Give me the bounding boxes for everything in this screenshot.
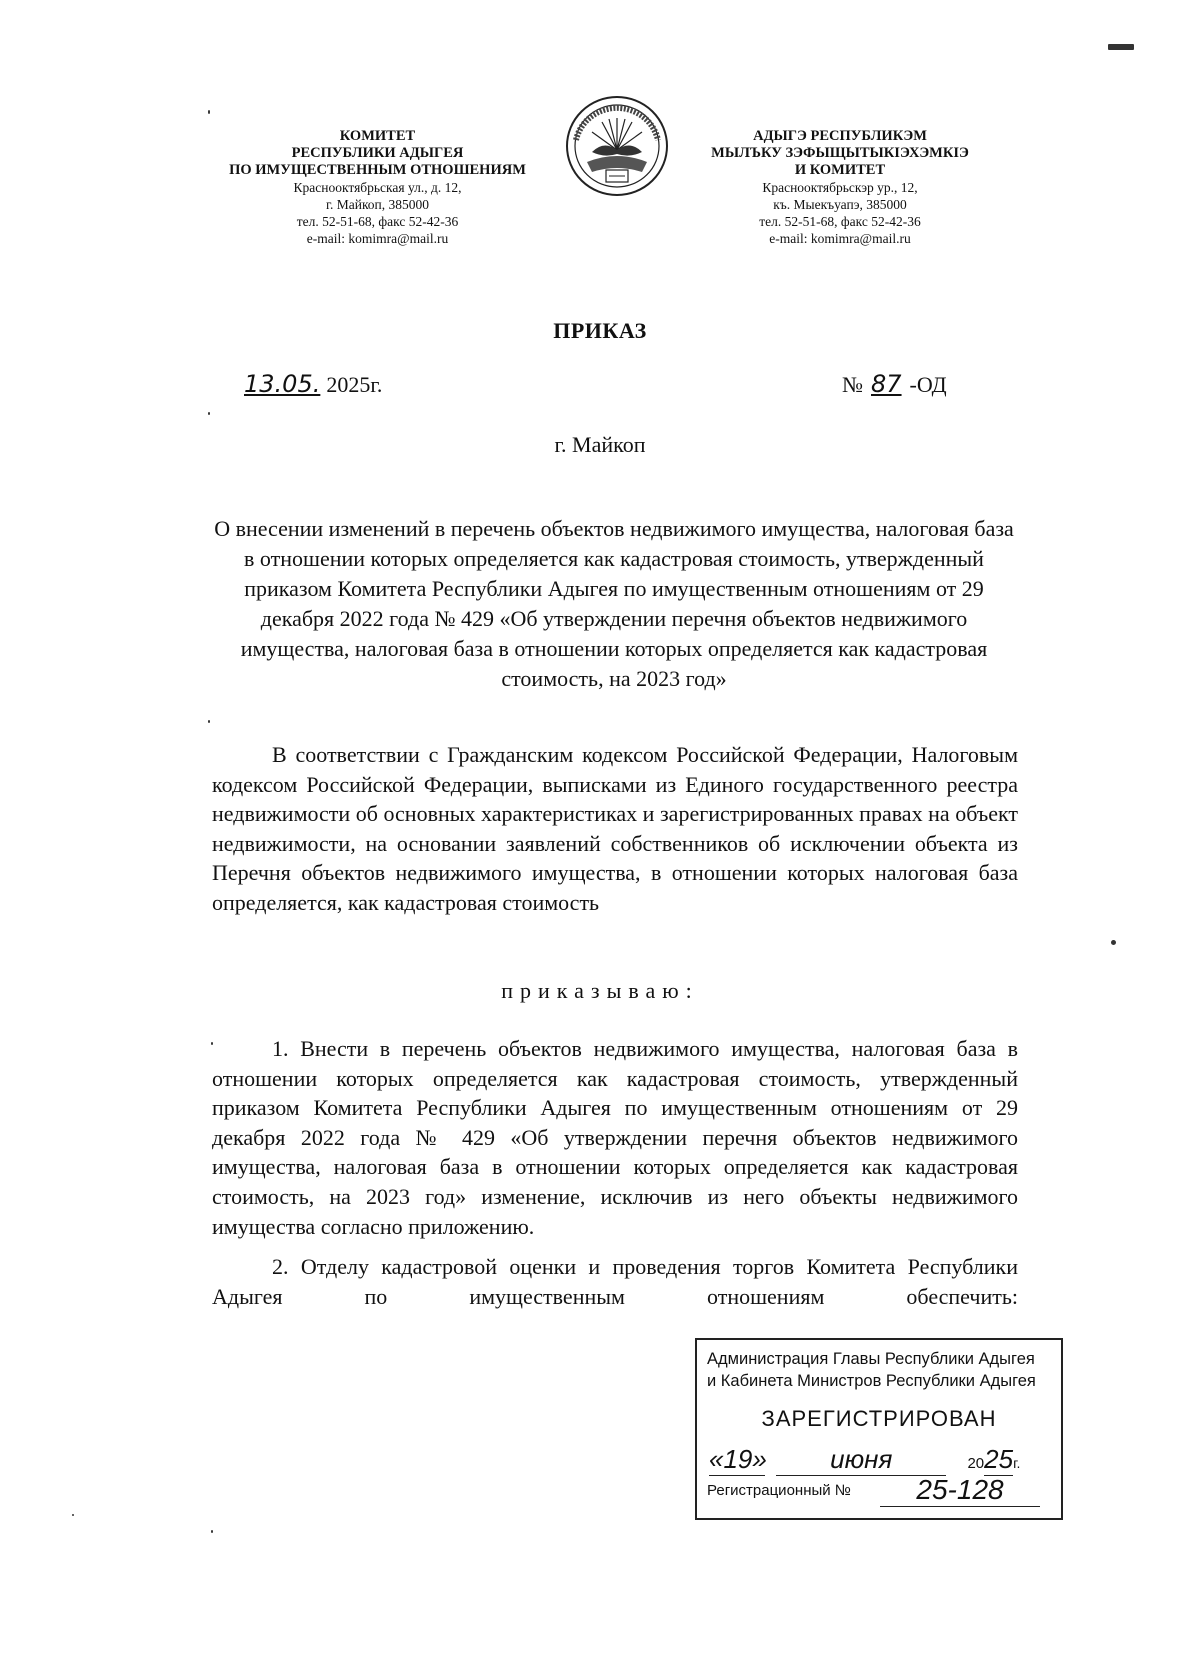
scan-artifact [208,110,210,114]
stamp-day: «19» [709,1444,767,1474]
stamp-reg-label: Регистрационный № [707,1482,851,1499]
stamp-title: ЗАРЕГИСТРИРОВАН [761,1406,997,1431]
document-number [842,370,947,398]
registration-stamp [695,1338,1063,1520]
scan-artifact [211,1042,213,1045]
org-name-line: ПО ИМУЩЕСТВЕННЫМ ОТНОШЕНИЯМ [229,162,526,178]
org-email: e-mail: komimra@mail.ru [306,231,449,246]
number-suffix: -ОД [909,372,947,397]
stamp-org [707,1348,1036,1392]
order-item-1: 1. Внести в перечень объектов недвижимого имущества, налоговая база в отношении которых определяется как кадастровая стоимость, утвержденный приказом Комитета Республики Адыгея по имущественным отношениям от 29 декабря 2022 года № 429 «Об утверждении перечня объектов недвижимого имущества, налоговая база в отношении которых определяется как кадастровая стоимость, на 2023 год» изменение, исключив из него объекты недвижимого имущества согласно приложению. [212,1036,1018,1239]
document-date [240,370,382,398]
handwritten-number: 87 [871,370,902,398]
org-address-line: къ. Мыекъуапэ, 385000 [773,197,907,212]
stamp-date [709,1444,1054,1476]
org-address-line: тел. 52-51-68, факс 52-42-36 [296,214,459,229]
handwritten-date: 13.05. [244,370,321,398]
stamp-reg-number: 25-128 [880,1474,1040,1507]
org-address-line: Краснооктябрьскэр ур., 12, [762,180,918,195]
scan-artifact [72,1514,74,1516]
date-year: 2025г. [326,372,383,397]
org-address-line: г. Майкоп, 385000 [325,197,430,212]
order-item-2: 2. Отделу кадастровой оценки и проведения торгов Комитета Республики Адыгея по имущественным отношениям обеспечить: [212,1254,1018,1309]
scan-artifact [1108,44,1134,50]
order-word: приказываю: [501,978,699,1003]
org-name-line: АДЫГЭ РЕСПУБЛИКЭМ [753,128,927,144]
org-address-line: тел. 52-51-68, факс 52-42-36 [759,214,921,229]
scan-artifact [211,1530,213,1533]
document-title: ПРИКАЗ [553,318,647,343]
number-prefix: № [842,372,863,397]
city: г. Майкоп [554,432,646,457]
stamp-year-end: г. [1013,1455,1021,1471]
org-email: e-mail: komimra@mail.ru [769,231,911,246]
document-subject: О внесении изменений в перечень объектов недвижимого имущества, налоговая база в отношении которых определяется как кадастровая стоимость, утвержденный приказом Комитета Республики Адыгея по имущественным отношениям от 29 декабря 2022 года № 429 «Об утверждении перечня объектов недвижимого имущества, налоговая база в отношении которых определяется как кадастровая стоимость, на 2023 год» [214,516,1014,691]
coat-of-arms-emblem-icon [562,92,672,200]
header-right [680,128,1000,247]
org-name-line: И КОМИТЕТ [794,162,886,178]
stamp-org-line: Администрация Главы Республики Адыгея [707,1350,1035,1368]
header-left [205,128,550,247]
org-name-line: РЕСПУБЛИКИ АДЫГЕЯ [291,145,464,161]
org-name-line: КОМИТЕТ [339,128,416,144]
stamp-year-prefix: 20 [967,1455,985,1472]
stamp-year-suffix: 25 [984,1444,1014,1474]
org-address-line: Краснооктябрьская ул., д. 12, [293,180,462,195]
stamp-month: июня [776,1444,946,1476]
preamble-paragraph: В соответствии с Гражданским кодексом Российской Федерации, Налоговым кодексом Российской Федерации, выписками из Единого государственного реестра недвижимости об основных характеристиках и зарегистрированных правах на объект недвижимости, на основании заявлений собственников об исключении объекта из Перечня объектов недвижимого имущества, в отношении которых налоговая база определяется, как кадастровая стоимость [212,742,1018,915]
org-name-line: МЫЛЪКУ ЗЭФЫЩЫТЫКIЭХЭМКIЭ [711,145,969,161]
scan-artifact [208,720,210,723]
stamp-org-line: и Кабинета Министров Республики Адыгея [707,1372,1036,1390]
scan-artifact [1111,940,1116,945]
scan-artifact [208,412,210,415]
